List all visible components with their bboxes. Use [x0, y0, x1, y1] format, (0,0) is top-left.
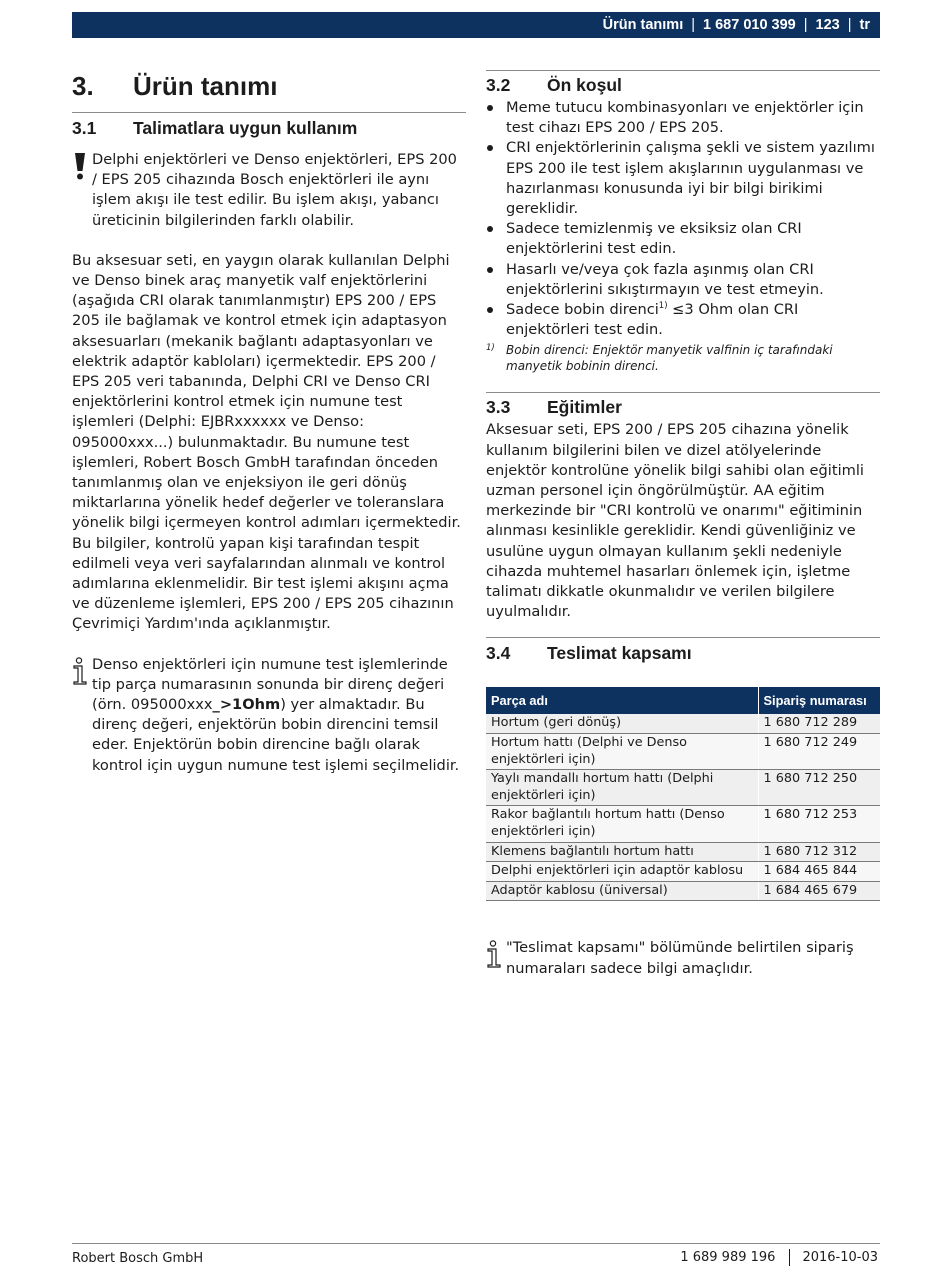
footer-company: Robert Bosch GmbH	[72, 1251, 204, 1266]
footer-divider	[72, 1243, 880, 1244]
order-number: 1 684 465 679	[758, 881, 880, 901]
section-heading-3-1	[72, 114, 466, 142]
info-icon	[72, 657, 88, 685]
table-row	[486, 842, 880, 862]
order-number: 1 680 712 289	[758, 714, 880, 733]
order-number: 1 680 712 250	[758, 770, 880, 806]
footer-date: 2016-10-03	[802, 1250, 878, 1265]
list-item	[486, 219, 880, 259]
section-number: 3.3	[486, 396, 511, 417]
footnote-reference: 1)	[658, 301, 668, 312]
header-language: tr	[859, 17, 870, 33]
info-note-resistance	[72, 655, 466, 776]
header-separator: |	[847, 17, 852, 33]
part-name: Adaptör kablosu (üniversal)	[486, 881, 758, 901]
list-item	[486, 260, 880, 300]
header-separator: |	[691, 17, 696, 33]
bullet-icon	[487, 307, 493, 313]
divider	[486, 637, 880, 638]
delivery-scope-table	[486, 687, 880, 901]
prerequisite-list	[486, 98, 880, 340]
info-note-text: "Teslimat kapsamı" bölümünde belirtilen sipariş numaraları sadece bilgi amaçlıdır.	[506, 939, 854, 977]
bullet-icon	[487, 105, 493, 111]
chapter-title: Ürün tanımı	[133, 70, 278, 101]
footer-separator	[789, 1249, 790, 1266]
order-number: 1 680 712 249	[758, 734, 880, 770]
section-number: 3.4	[486, 642, 511, 663]
table-row	[486, 734, 880, 770]
left-column	[72, 66, 466, 776]
section-title: Eğitimler	[547, 396, 622, 417]
table-row	[486, 770, 880, 806]
section-heading-3-3	[486, 394, 880, 420]
divider	[486, 70, 880, 71]
chapter-heading	[72, 69, 466, 103]
list-item-text: ≤3 Ohm olan CRI enjektörleri test edin.	[506, 301, 799, 339]
section-heading-3-4	[486, 639, 880, 667]
divider	[72, 112, 466, 113]
info-note-order-numbers	[486, 938, 880, 978]
table-header-row	[486, 687, 880, 714]
chapter-number: 3.	[72, 70, 94, 101]
info-text-part1: Denso enjektörleri için numune test işlemlerinde tip parça numarasının sonunda bir direnç değeri (örn. 095000xxx	[92, 655, 448, 714]
list-item-text: Sadece temizlenmiş ve eksiksiz olan CRI enjektörlerini test edin.	[506, 220, 802, 258]
list-item-text: Sadece bobin direnci	[506, 301, 659, 319]
section-title: Teslimat kapsamı	[547, 642, 692, 663]
table-row	[486, 714, 880, 733]
header-separator: |	[803, 17, 808, 33]
footnote	[486, 342, 880, 374]
footer-doc-id: 1 689 989 196	[680, 1250, 776, 1265]
footnote-text: Bobin direnci: Enjektör manyetik valfinin iç tarafındaki manyetik bobinin direnci.	[506, 343, 833, 374]
section-number: 3.1	[72, 117, 97, 138]
header-doc-number: 1 687 010 399	[703, 17, 796, 33]
warning-exclamation-icon	[72, 152, 88, 180]
order-number: 1 684 465 844	[758, 862, 880, 882]
part-name: Klemens bağlantılı hortum hattı	[486, 842, 758, 862]
part-name: Rakor bağlantılı hortum hattı (Denso enjektörleri için)	[486, 806, 758, 842]
table-row	[486, 881, 880, 901]
training-paragraph: Aksesuar seti, EPS 200 / EPS 205 cihazına yönelik kullanım bilgilerini bilen ve dizel atölyelerinde enjektör kontrolüne yönelik bilgi sahibi olan eğitimli uzman personel için öngörülmüştür. AA eğitim merkezinde bir "CRI kontrolü ve onarımı" eğitiminin alınması kesinlikle gereklidir. Kendi güvenliğiniz ve usulüne uygun olmayan kullanım şekli nedeniyle cihazda muhtemel hasarları önlemek için, işletme talimatı dikkatle okunmalıdır ve verilen bilgilere uyulmalıdır.	[486, 421, 864, 621]
section-number: 3.2	[486, 74, 511, 95]
warning-note	[72, 150, 466, 231]
header-page-number: 123	[815, 17, 840, 33]
part-name: Delphi enjektörleri için adaptör kablosu	[486, 862, 758, 882]
list-item	[486, 98, 880, 138]
order-number: 1 680 712 312	[758, 842, 880, 862]
header-section: Ürün tanımı	[602, 17, 684, 33]
list-item	[486, 300, 880, 340]
list-item-text: CRI enjektörlerinin çalışma şekli ve sistem yazılımı EPS 200 ile test işlem akışlarının uygulanması ve hazırlanması konusunda iyi bir bilgi birikimi gereklidir.	[506, 139, 875, 218]
divider	[486, 392, 880, 393]
section-heading-3-2	[486, 72, 880, 98]
list-item-text: Meme tutucu kombinasyonları ve enjektörler için test cihazı EPS 200 / EPS 205.	[506, 99, 864, 137]
list-item	[486, 138, 880, 219]
table-row	[486, 806, 880, 842]
footnote-mark: 1)	[486, 343, 495, 354]
table-row	[486, 862, 880, 882]
page-header-bar	[72, 12, 880, 38]
bullet-icon	[487, 267, 493, 273]
part-name: Yaylı mandallı hortum hattı (Delphi enjektörleri için)	[486, 770, 758, 806]
column-header-order-number: Sipariş numarası	[758, 687, 880, 714]
list-item-text: Hasarlı ve/veya çok fazla aşınmış olan CRI enjektörlerini sıkıştırmayın ve test etmeyin.	[506, 260, 824, 298]
info-text-bold: _>1Ohm	[212, 696, 281, 714]
bullet-icon	[487, 226, 493, 232]
part-name: Hortum hattı (Delphi ve Denso enjektörleri için)	[486, 734, 758, 770]
section-title: Ön koşul	[547, 74, 622, 95]
section-title: Talimatlara uygun kullanım	[133, 117, 358, 138]
right-column	[486, 66, 880, 979]
info-icon	[486, 940, 502, 968]
warning-text: Delphi enjektörleri ve Denso enjektörleri, EPS 200 / EPS 205 cihazında Bosch enjektörleri ile aynı işlem akışı ile test edilir. Bu işlem akışı, yabancı üreticinin bilgilerinden farklı olabilir.	[92, 151, 457, 229]
bullet-icon	[487, 145, 493, 151]
part-name: Hortum (geri dönüş)	[486, 714, 758, 733]
body-paragraph: Bu aksesuar seti, en yaygın olarak kullanılan Delphi ve Denso binek araç manyetik valf enjektörlerini (aşağıda CRI olarak tanımlanmıştır) EPS 200 / EPS 205 ile bağlamak ve kontrol etmek için adaptasyon aksesuarları (mekanik bağlantı adaptasyonları ve elektrik adaptör kabloları) içermektedir. EPS 200 / EPS 205 veri tabanında, Delphi CRI ve Denso CRI enjektörlerini kontrol etmek için numune test işlemleri (Delphi: EJBRxxxxxx ve Denso: 095000xxx...) bulunmaktadır. Bu numune test işlemleri, Robert Bosch GmbH tarafından önceden tanımlanmış olan ve enjeksiyon ile geri dönüş miktarlarına yönelik hedef değerler ve toleranslara yönelik bilgi içermeyen kontrol adımları içermektedir. Bu bilgiler, kontrolü yapan kişi tarafından tespit edilmeli veya veri sayfalarından alınmalı ve kontrol adımlarına eklenmelidir. Bir test işlemi akışını açma ve düzenleme işlemleri, EPS 200 / EPS 205 cihazının Çevrimiçi Yardım'ında açıklanmıştır.	[72, 251, 461, 633]
order-number: 1 680 712 253	[758, 806, 880, 842]
column-header-part-name: Parça adı	[486, 687, 758, 714]
footer-right	[680, 1249, 878, 1266]
info-text-part2: ) yer almaktadır. Bu direnç değeri, enjektörün bobin direncini temsil eder. Enjektörün bobin direncine bağlı olarak kontrol için uygun numune test işlemi seçilmelidir.	[92, 696, 460, 774]
